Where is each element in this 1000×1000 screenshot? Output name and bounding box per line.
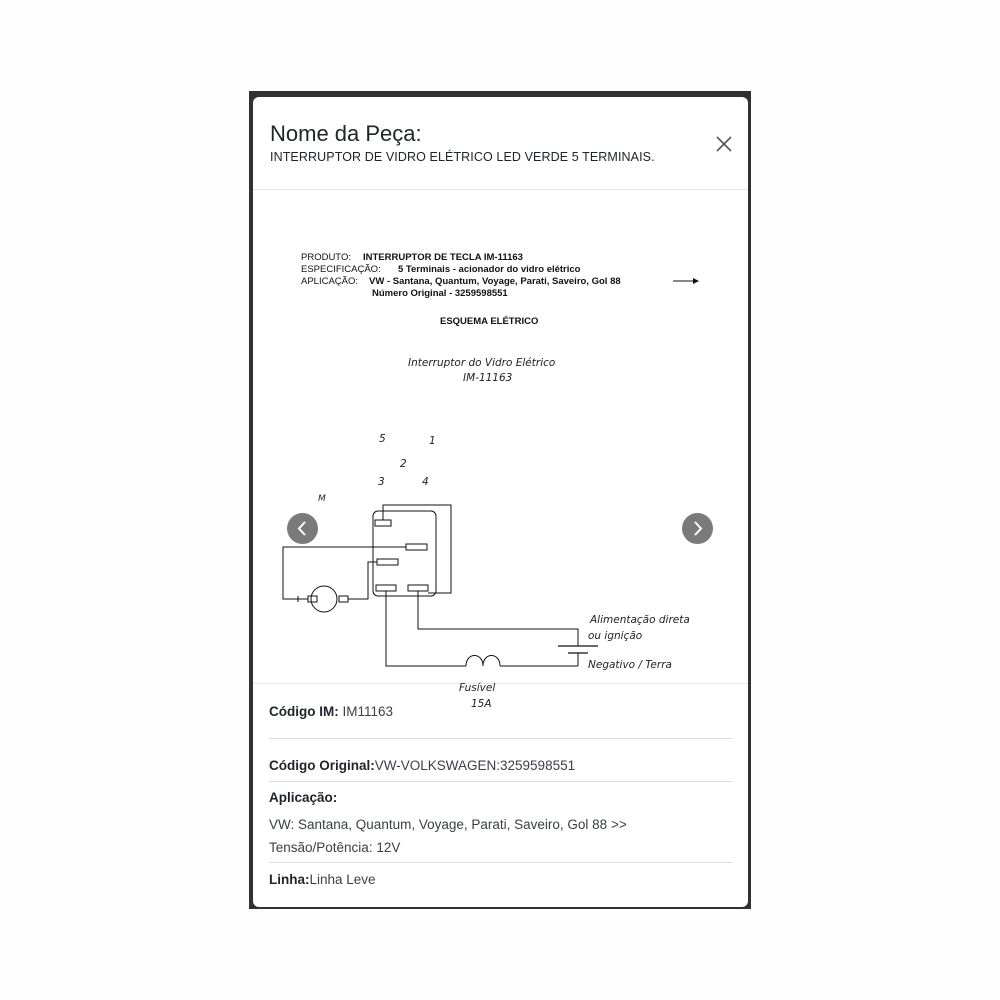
codigo-original-row [269, 758, 733, 773]
terminal-2 [377, 559, 398, 565]
codigo-im-label: Código IM: [269, 704, 339, 719]
codigo-original-label: Código Original: [269, 758, 375, 773]
alimentacao-label: Alimentação direta [590, 614, 690, 626]
fusivel-label: Fusível [459, 682, 496, 694]
chevron-left-icon [287, 513, 318, 544]
codigo-original-value: VW-VOLKSWAGEN:3259598551 [374, 758, 576, 773]
aplicacao-label: Aplicação: [269, 790, 338, 805]
switch-body [373, 511, 436, 596]
ignicao-label: ou ignição [588, 630, 643, 642]
wire-5-to-4 [383, 505, 451, 593]
motor-symbol [311, 586, 337, 612]
codigo-im-row [269, 704, 733, 719]
especificacao-value: 5 Terminais - acionador do vidro elétrico [398, 264, 581, 275]
aplicacao-value: VW - Santana, Quantum, Voyage, Parati, Saveiro, Gol 88 [369, 276, 621, 287]
fusivel-rating: 15A [471, 698, 492, 710]
negativo-label: Negativo / Terra [588, 659, 672, 671]
terminal-3 [376, 585, 396, 591]
part-detail-modal [253, 97, 748, 907]
numero-original: Número Original - 3259598551 [372, 288, 508, 299]
wire-4-to-supply [418, 591, 578, 646]
produto-label: PRODUTO: [301, 252, 351, 263]
aplicacao-line-2: Tensão/Potência: 12V [269, 840, 401, 855]
divider [269, 738, 733, 739]
terminal-1 [406, 544, 427, 550]
esquema-title: ESQUEMA ELÉTRICO [440, 316, 539, 327]
linha-label: Linha: [269, 872, 310, 887]
part-name: INTERRUPTOR DE VIDRO ELÉTRICO LED VERDE 5 TERMINAIS. [270, 150, 655, 164]
linha-value: Linha Leve [309, 872, 376, 887]
close-button[interactable] [713, 133, 735, 155]
image-carousel [253, 189, 748, 710]
chevron-right-icon [682, 513, 713, 544]
switch-model-label: IM-11163 [463, 372, 513, 384]
motor-label: M [318, 494, 326, 504]
terminal-5 [375, 520, 391, 526]
carousel-prev-button[interactable] [287, 513, 318, 544]
codigo-im-value: IM11163 [342, 704, 394, 719]
aplicacao-row [269, 790, 733, 805]
especificacao-label: ESPECIFICAÇÃO: [301, 264, 381, 275]
wiring-schematic-image [253, 189, 748, 710]
terminal-4 [408, 585, 428, 591]
switch-label: Interruptor do Vidro Elétrico [408, 357, 556, 369]
terminal-2-label: 2 [400, 458, 407, 470]
modal-title: Nome da Peça: [270, 121, 422, 146]
aplicacao-line-1: VW: Santana, Quantum, Voyage, Parati, Saveiro, Gol 88 >> [269, 817, 627, 832]
application-arrow-icon [673, 278, 699, 284]
fuse-symbol [466, 656, 500, 667]
divider [269, 781, 733, 782]
linha-row [269, 872, 733, 887]
terminal-3-label: 3 [378, 476, 385, 488]
close-icon [713, 133, 735, 155]
terminal-5-label: 5 [379, 433, 386, 445]
terminal-1-label: 1 [429, 435, 436, 447]
terminal-4-label: 4 [422, 476, 429, 488]
carousel-next-button[interactable] [682, 513, 713, 544]
divider [269, 862, 733, 863]
produto-value: INTERRUPTOR DE TECLA IM-11163 [363, 252, 523, 263]
aplicacao-label: APLICAÇÃO: [301, 276, 359, 287]
modal-header [253, 97, 748, 190]
